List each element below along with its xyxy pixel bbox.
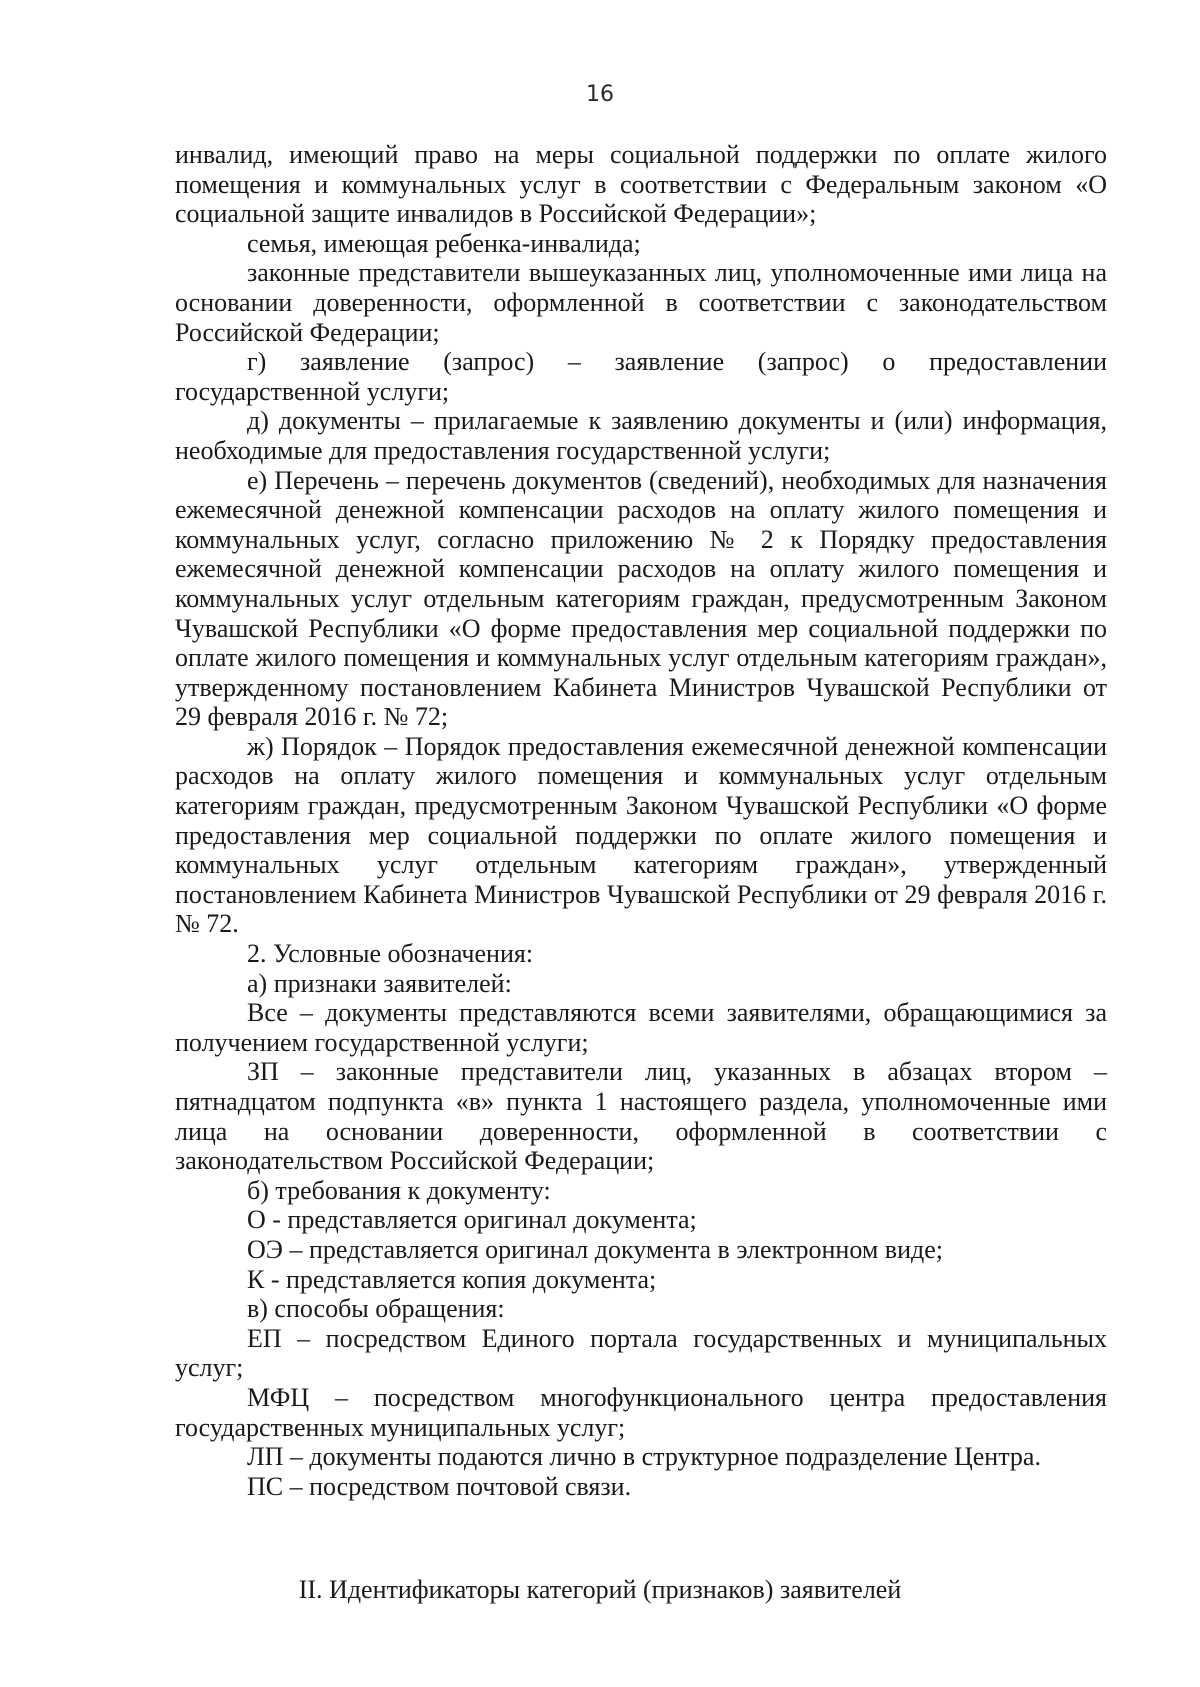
paragraph: ПС – посредством почтовой связи. xyxy=(247,1471,632,1501)
paragraph: г) заявление (запрос) – заявление (запрос) о предоставлении государственной услуги; xyxy=(175,347,1107,406)
paragraph: д) документы – прилагаемые к заявлению документы и (или) информация, необходимые для предоставления государственной услуги; xyxy=(175,406,1107,465)
paragraph: ЛП – документы подаются лично в структурное подразделение Центра. xyxy=(247,1442,1041,1472)
paragraph: ОЭ – представляется оригинал документа в электронном виде; xyxy=(247,1234,943,1264)
paragraph: ЗП – законные представители лиц, указанных в абзацах втором – пятнадцатом подпункта «в» пункта 1 настоящего раздела, уполномоченные ими лица на основании доверенности, оформленной в соответствии с законодательством Российской Федерации; xyxy=(175,1057,1107,1176)
paragraph: а) признаки заявителей: xyxy=(247,968,512,998)
paragraph: 2. Условные обозначения: xyxy=(247,939,534,969)
paragraph: законные представители вышеуказанных лиц, уполномоченные ими лица на основании доверенности, оформленной в соответствии с законодательством Российской Федерации; xyxy=(175,258,1107,347)
paragraph: ж) Порядок – Порядок предоставления ежемесячной денежной компенсации расходов на оплату жилого помещения и коммунальных услуг отдельным категориям граждан, предусмотренным Законом Чувашской Республики «О форме предоставления мер социальной поддержки по оплате жилого помещения и коммунальных услуг отдельным категориям граждан», утвержденный постановлением Кабинета Министров Чувашской Республики от 29 февраля 2016 г. № 72. xyxy=(175,731,1107,939)
paragraph: О - представляется оригинал документа; xyxy=(247,1205,697,1235)
paragraph: МФЦ – посредством многофункционального центра предоставления государственных муниципальных услуг; xyxy=(175,1382,1107,1442)
page-number: 16 xyxy=(586,82,614,107)
paragraph: К - представляется копия документа; xyxy=(247,1264,657,1294)
paragraph: инвалид, имеющий право на меры социальной поддержки по оплате жилого помещения и коммунальных услуг в соответствии с Федеральным законом «О социальной защите инвалидов в Российской Федерации»; xyxy=(175,140,1107,229)
paragraph: в) способы обращения: xyxy=(247,1294,505,1324)
paragraph: Все – документы представляются всеми заявителями, обращающимися за получением государственной услуги; xyxy=(175,998,1107,1057)
body-text xyxy=(175,140,1107,1501)
paragraph: ЕП – посредством Единого портала государственных и муниципальных услуг; xyxy=(175,1323,1107,1383)
paragraph: семья, имеющая ребенка-инвалида; xyxy=(247,228,641,258)
paragraph: б) требования к документу: xyxy=(247,1175,551,1205)
section-heading: II. Идентификаторы категорий (признаков) заявителей xyxy=(298,1575,902,1604)
paragraph: е) Перечень – перечень документов (сведений), необходимых для назначения ежемесячной денежной компенсации расходов на оплату жилого помещения и коммунальных услуг, согласно приложению № 2 к Порядку предоставления ежемесячной денежной компенсации расходов на оплату жилого помещения и коммунальных услуг отдельным категориям граждан, предусмотренным Законом Чувашской Республики «О форме предоставления мер социальной поддержки по оплате жилого помещения и коммунальных услуг отдельным категориям граждан», утвержденному постановлением Кабинета Министров Чувашской Республики от 29 февраля 2016 г. № 72; xyxy=(175,465,1107,732)
